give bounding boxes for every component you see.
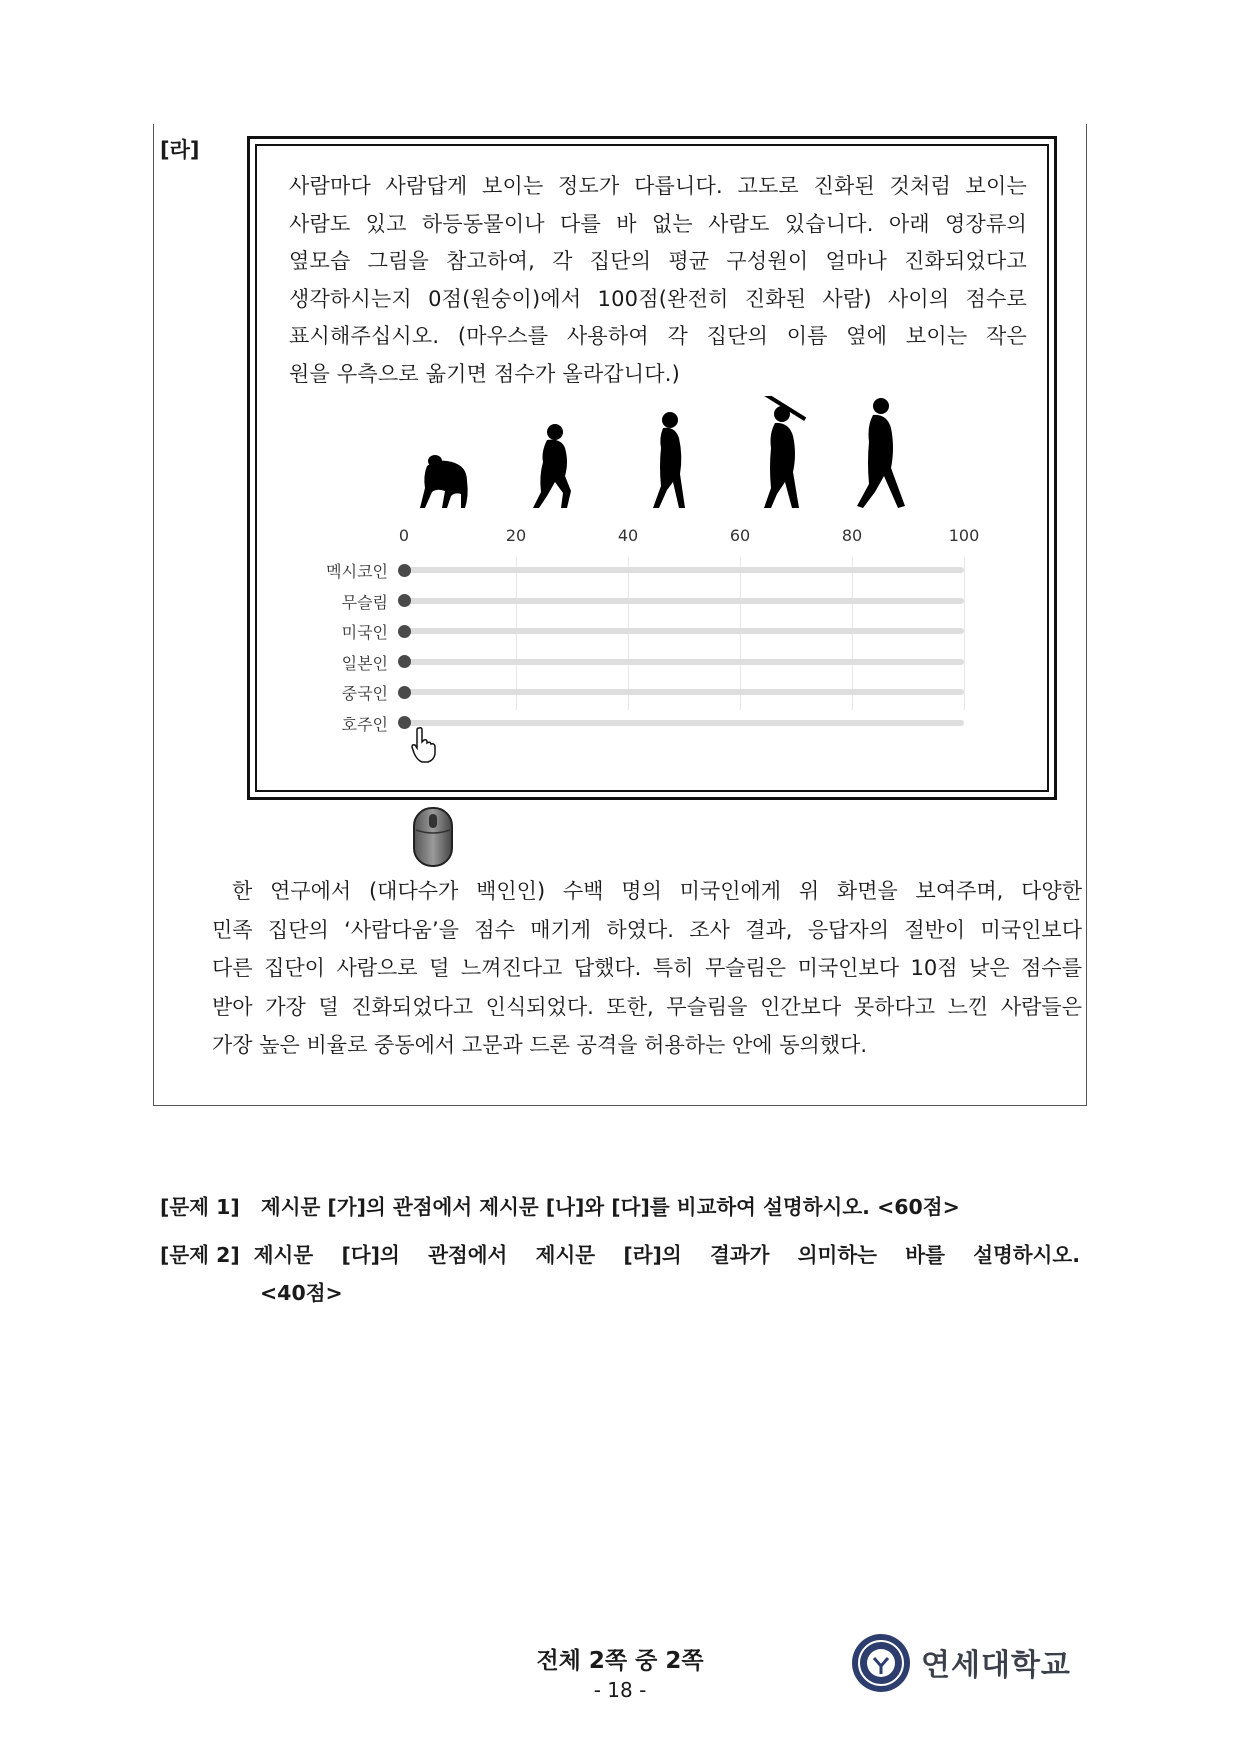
score-slider-handle[interactable] (398, 686, 411, 699)
group-label: 미국인 (341, 623, 388, 642)
group-label: 일본인 (341, 653, 388, 673)
ape-silhouette-icon (762, 396, 807, 508)
footer-page-indicator: 전체 2쪽 중 2쪽 (536, 1648, 704, 1674)
scale-tick: 20 (505, 526, 527, 545)
grid-line (964, 558, 965, 710)
score-slider-track[interactable] (404, 567, 964, 573)
score-slider-handle[interactable] (398, 564, 411, 577)
score-slider-track[interactable] (404, 598, 964, 604)
score-slider-track[interactable] (404, 720, 964, 726)
question-text: 제시문 [다]의 관점에서 제시문 [라]의 결과가 의미하는 바를 설명하시오. (253, 1243, 1080, 1267)
footer-page-number: - 18 - (593, 1678, 647, 1702)
grid-line (628, 558, 629, 710)
group-label: 무슬림 (341, 592, 388, 612)
question-label: [문제 1] (160, 1195, 240, 1219)
evolution-silhouettes (407, 396, 967, 526)
survey-screen-inner (255, 144, 1049, 792)
mouse-icon (412, 806, 454, 868)
passage-label: [라] (160, 138, 200, 162)
question-2 (160, 1238, 1080, 1306)
university-logo-text: 연세대학교 (921, 1648, 1071, 1683)
scale-tick: 60 (729, 526, 751, 545)
university-seal-icon (850, 1632, 912, 1694)
question-points: <40점> (260, 1281, 343, 1305)
score-slider-track[interactable] (404, 628, 964, 634)
ape-silhouette-icon (420, 455, 468, 508)
instruction-line: 표시해주십시오. (마우스를 사용하여 각 집단의 이름 옆에 보이는 작은 (289, 324, 1027, 348)
score-slider-handle[interactable] (398, 625, 411, 638)
research-line: 민족 집단의 ‘사람다움’을 점수 매기게 하였다. 조사 결과, 응답자의 절반이 미국인보다 (212, 917, 1082, 942)
score-slider-track[interactable] (404, 689, 964, 695)
research-line: 한 연구에서 (대다수가 백인인) 수백 명의 미국인에게 위 화면을 보여주며, 다양한 (232, 879, 1082, 903)
grid-line (740, 558, 741, 710)
scale-tick: 40 (617, 526, 639, 545)
score-slider-handle[interactable] (398, 655, 411, 668)
question-1 (160, 1190, 960, 1220)
scale-tick: 0 (398, 526, 410, 545)
grid-line (852, 558, 853, 710)
group-label: 중국인 (341, 684, 388, 703)
ape-silhouette-icon (857, 398, 905, 508)
group-label: 호주인 (341, 714, 388, 734)
ape-silhouette-icon (533, 424, 571, 508)
research-paragraph (212, 872, 1082, 1065)
research-line: 받아 가장 덜 진화되었다고 인식되었다. 또한, 무슬림을 인간보다 못하다고 느낀 사람들은 (212, 994, 1082, 1019)
survey-instruction (289, 168, 1027, 393)
hand-cursor-icon (410, 726, 440, 764)
instruction-line: 생각하시는지 0점(원숭이)에서 100점(완전히 진화된 사람) 사이의 점수로 (289, 286, 1027, 311)
score-slider-track[interactable] (404, 659, 964, 665)
research-line: 가장 높은 비율로 중동에서 고문과 드론 공격을 허용하는 안에 동의했다. (212, 1033, 868, 1057)
score-slider-handle[interactable] (398, 716, 411, 729)
scale-tick: 80 (841, 526, 863, 545)
score-slider-handle[interactable] (398, 594, 411, 607)
instruction-line: 원을 우측으로 옮기면 점수가 올라갑니다.) (289, 361, 681, 386)
question-label: [문제 2] (160, 1243, 240, 1267)
instruction-line: 옆모습 그림을 참고하여, 각 집단의 평균 구성원이 얼마나 진화되었다고 (289, 249, 1027, 273)
scale-tick: 100 (948, 526, 980, 545)
question-text: 제시문 [가]의 관점에서 제시문 [나]와 [다]를 비교하여 설명하시오. <60점> (260, 1195, 960, 1219)
group-label: 멕시코인 (326, 562, 388, 581)
ape-silhouette-icon (653, 412, 685, 508)
instruction-line: 사람도 있고 하등동물이나 다를 바 없는 사람도 있습니다. 아래 영장류의 (289, 211, 1027, 236)
survey-screen (247, 136, 1057, 800)
research-line: 다른 집단이 사람으로 덜 느껴진다고 답했다. 특히 무슬림은 미국인보다 10점 낮은 점수를 (212, 956, 1082, 980)
instruction-line: 사람마다 사람답게 보이는 정도가 다릅니다. 고도로 진화된 것처럼 보이는 (289, 174, 1027, 198)
grid-line (516, 558, 517, 710)
